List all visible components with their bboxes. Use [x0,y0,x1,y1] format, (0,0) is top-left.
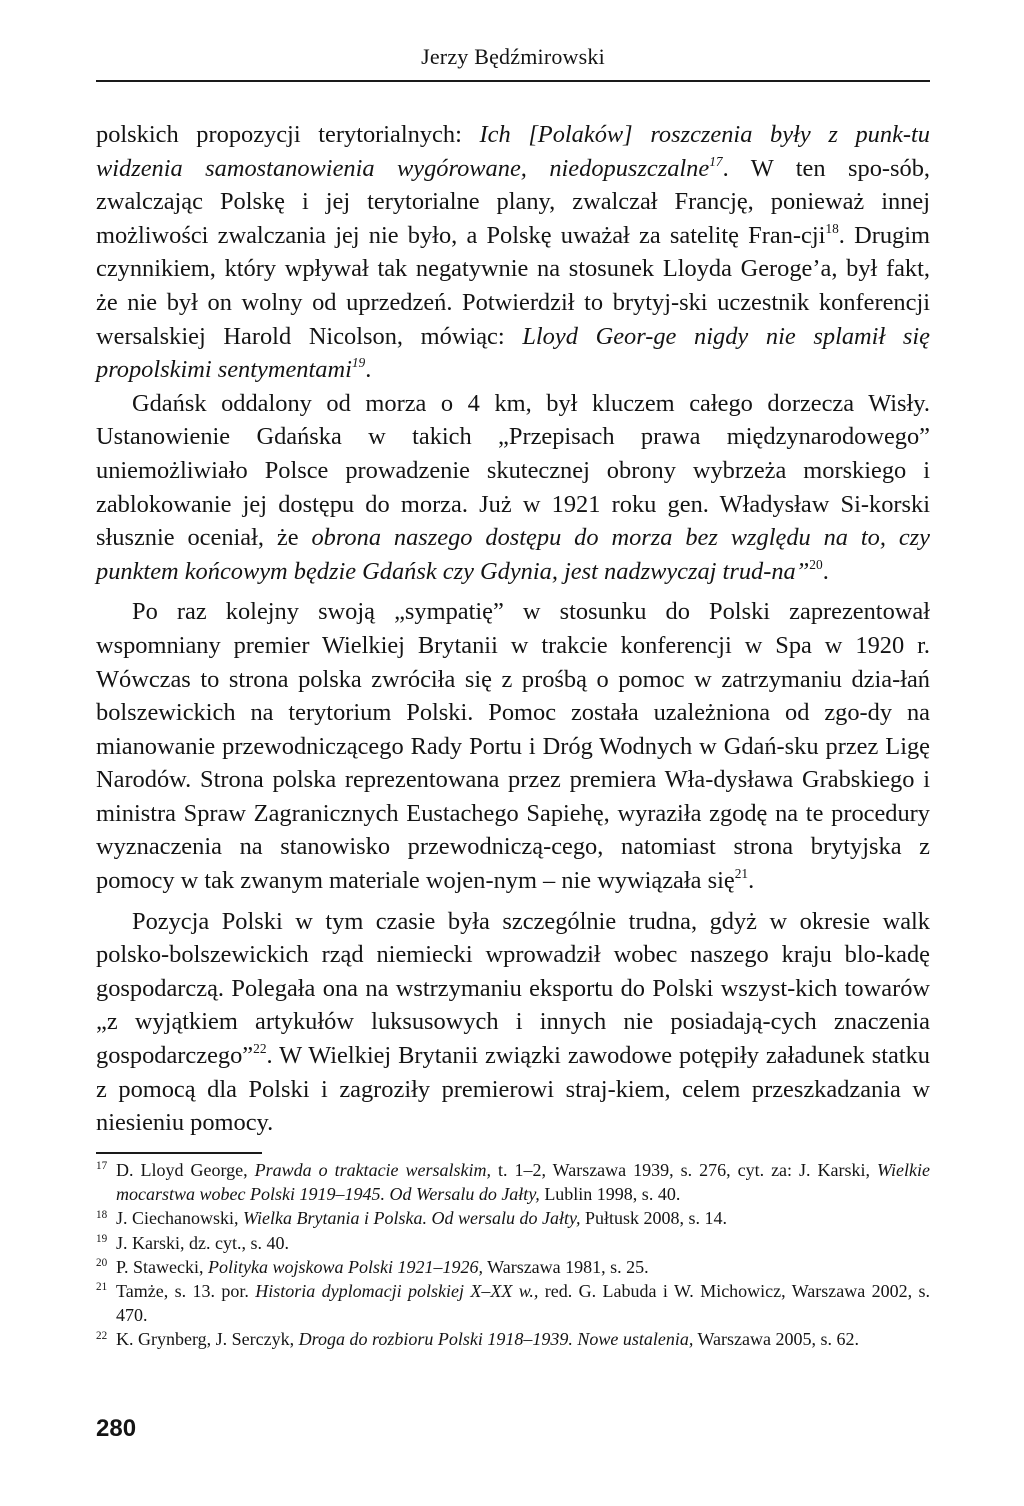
italic-text: Lloyd Geor-ge nigdy nie splamił się propolskimi sentymentami [96,322,931,384]
text-run: Warszawa 1981, s. 25. [482,1256,649,1277]
text-run: Tamże, s. 13. por. [116,1281,256,1302]
text-run: K. Grynberg, J. Serczyk, [116,1329,299,1350]
text-run: P. Stawecki, [116,1256,208,1277]
header-rule [96,80,930,82]
footnotes [96,1158,930,1352]
italic-text: Droga do rozbioru Polski 1918–1939. Nowe ustalenia, [298,1329,694,1350]
text-run: . [822,557,829,585]
text-run: Warszawa 2005, s. 62. [693,1329,860,1350]
footnote: 22 K. Grynberg, J. Serczyk, Droga do rozbioru Polski 1918–1939. Nowe ustalenia, Warszawa 2005, s. 62. [96,1329,860,1350]
italic-text: Wielkie mocarstwa wobec Polski 1919–1945. Od Wersalu do Jałty, [116,1160,930,1205]
paragraph [96,595,930,897]
footnote: 17 D. Lloyd George, Prawda o traktacie wersalskim, t. 1–2, Warszawa 1939, s. 276, cyt. za: J. Karski, Wielkie mocarstwa wobec Polski 1919–1945. Od Wersalu do Jałty, Lublin 1998, s. 40. [96,1160,930,1205]
text-run: . [365,356,372,384]
page-number: 280 [96,1415,137,1442]
text-run: . W ten spo-sób, zwalczając Polskę i jej terytorialne plany, zwalczał Francję, ponieważ innej możliwości zwalczania jej nie było, a Polskę uważał za satelitę Fran-cji [96,154,930,249]
text-run: red. G. Labuda i W. Michowicz, Warszawa 2002, s. 470. [116,1281,930,1326]
text-run: Gdańsk oddalony od morza o 4 km, był kluczem całego dorzecza Wisły. Ustanowienie Gdańska w takich „Przepisach prawa międzynarodowego” uniemożliwiało Polsce prowadzenie skutecznej obrony wybrzeża morskiego i zablokowanie jej dostępu do morza. Już w 1921 roku gen. Władysław Si-korski słusznie oceniał, że [96,389,930,552]
text-run: Lublin 1998, s. 40. [539,1184,681,1205]
footnote-separator [96,1152,262,1154]
text-run: . W Wielkiej Brytanii związki zawodowe potępiły załadunek statku z pomocą dla Polski i zagroziły premierowi straj-kiem, celem przeszkadzania w niesieniu pomocy. [96,1042,930,1137]
running-header-author: Jerzy Będźmirowski [421,44,605,69]
text-run: polskich propozycji terytorialnych: [96,121,480,148]
text-run: Po raz kolejny swoją „sympatię” w stosunku do Polski zaprezentował wspomniany premier Wielkiej Brytanii w trakcie konferencji w Spa w 1920 r. Wówczas to strona polska zwróciła się z prośbą o pomoc w zatrzymaniu dzia-łań bolszewickich na terytorium Polski. Pomoc została uzależniona od zgo-dy na mianowanie przewodniczącego Rady Portu i Dróg Wodnych w Gdań-sku przez Ligę Narodów. Strona polska reprezentowana przez premiera Wła-dysława Grabskiego i ministra Spraw Zagranicznych Eustachego Sapiehę, wyraziła zgodę na te procedury wyznaczenia na stanowisko przewodniczą-cego, natomiast strona brytyjska z pomocy w tak zwanym materiale wojen-nym – nie wywiązała się [96,598,930,895]
footnote: 20 P. Stawecki, Polityka wojskowa Polski 1921–1926, Warszawa 1981, s. 25. [96,1256,649,1277]
text-run: . [748,867,755,895]
italic-text: Prawda o traktacie wersalskim, [254,1160,492,1180]
italic-text: Wielka Brytania i Polska. Od wersalu do Jałty, [242,1208,581,1229]
footnote: 18 J. Ciechanowski, Wielka Brytania i Polska. Od wersalu do Jałty, Pułtusk 2008, s. 14. [96,1208,727,1229]
footnote-reference: 20 [809,556,823,572]
text-run: . Drugim czynnikiem, który wpływał tak negatywnie na stosunek Lloyda Geroge’a, był fakt, że nie był on wolny od uprzedzeń. Potwierdził to brytyj-ski uczestnik konferencji wersalskiej Harold Nicolson, mówiąc: [96,221,930,350]
text-run: Pułtusk 2008, s. 14. [580,1208,727,1229]
footnote-reference: 22 [253,1040,267,1056]
text-run: t. 1–2, Warszawa 1939, s. 276, cyt. za: J. Karski, [491,1160,877,1180]
italic-text: obrona naszego dostępu do morza bez względu na to, czy punktem końcowym będzie Gdańsk czy Gdynia, jest nadzwyczaj trud-na” [96,524,931,585]
italic-text: Polityka wojskowa Polski 1921–1926, [208,1256,483,1277]
paragraph [96,118,930,387]
paragraph [96,905,930,1140]
footnote: 21 Tamże, s. 13. por. Historia dyplomacji polskiej X–XX w., red. G. Labuda i W. Michowicz, Warszawa 2002, s. 470. [96,1281,930,1326]
footnote-reference: 21 [734,866,749,881]
body-text [96,118,930,1140]
paragraph [96,387,930,589]
footnote-reference: 18 [825,220,839,236]
footnote-reference: 19 [351,355,366,371]
footnote: 19 J. Karski, dz. cyt., s. 40. [96,1232,289,1253]
text-run: D. Lloyd George, [116,1160,255,1180]
footnote-reference: 17 [709,153,723,169]
italic-text: Historia dyplomacji polskiej X–XX w., [255,1281,539,1302]
italic-text: Ich [Polaków] roszczenia były z punk-tu widzenia samostanowienia wygórowane, niedopuszczalne [96,121,930,182]
text-run: Pozycja Polski w tym czasie była szczególnie trudna, gdyż w okresie walk polsko-bolszewickich rząd niemiecki wprowadził wobec naszego kraju blo-kadę gospodarczą. Polegała ona na wstrzymaniu eksportu do Polski wszyst-kich towarów „z wyjątkiem artykułów luksusowych i innych nie posiadają-cych znaczenia gospodarczego” [96,907,930,1070]
text-run: J. Karski, dz. cyt., s. 40. [116,1232,289,1253]
text-run: J. Ciechanowski, [116,1208,243,1229]
